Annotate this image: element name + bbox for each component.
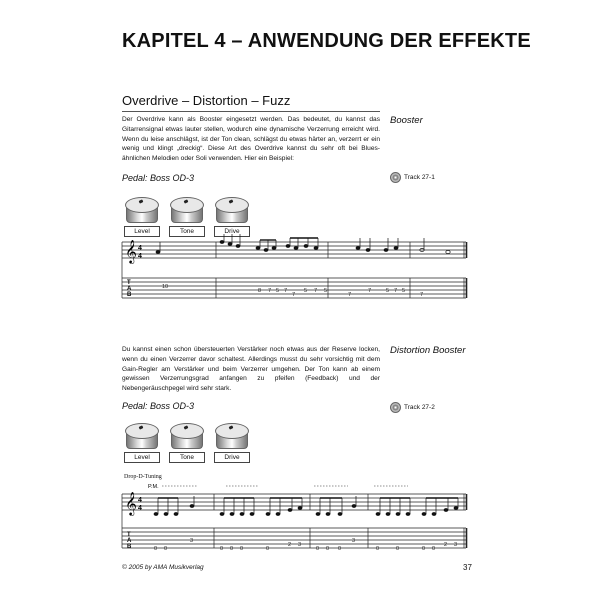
track-label: Track 27-1 — [404, 174, 435, 181]
svg-text:0: 0 — [154, 546, 158, 552]
palm-mute-label: P.M. — [148, 484, 159, 490]
svg-text:7: 7 — [420, 292, 424, 298]
svg-text:7: 7 — [394, 288, 398, 294]
tab-letter: B — [127, 292, 132, 298]
tab-letter: A — [127, 538, 132, 544]
svg-text:2: 2 — [288, 542, 292, 548]
knob-drive — [214, 423, 250, 463]
time-sig-top: 4 — [138, 245, 142, 252]
track-27-2[interactable] — [390, 402, 435, 413]
track-27-1[interactable] — [390, 172, 435, 183]
tab-letter: T — [127, 280, 131, 286]
knob-panel-2 — [124, 423, 250, 463]
svg-text:5: 5 — [304, 288, 308, 294]
knob-label: Level — [124, 226, 160, 237]
svg-text:5: 5 — [324, 288, 328, 294]
svg-text:5: 5 — [402, 288, 406, 294]
time-sig-bottom: 4 — [138, 505, 142, 512]
svg-text:7: 7 — [284, 288, 288, 294]
section-title: Overdrive – Distortion – Fuzz — [122, 93, 291, 108]
copyright-footer: © 2005 by AMA Musikverlag — [122, 564, 204, 571]
svg-text:7: 7 — [368, 288, 372, 294]
svg-text:5: 5 — [386, 288, 390, 294]
svg-text:3: 3 — [352, 538, 356, 544]
svg-text:3: 3 — [298, 542, 302, 548]
svg-text:0: 0 — [326, 546, 330, 552]
svg-text:0: 0 — [164, 546, 168, 552]
knob-tone — [169, 423, 205, 463]
notation-example-1 — [118, 232, 470, 308]
svg-text:0: 0 — [422, 546, 426, 552]
notes-1 — [156, 234, 450, 254]
side-label-booster: Booster — [390, 115, 423, 126]
tuning-label: Drop-D-Tuning — [124, 474, 162, 480]
knob-icon — [170, 197, 204, 213]
svg-text:0: 0 — [230, 546, 234, 552]
section-divider — [122, 111, 380, 112]
treble-clef-icon: 𝄞 — [125, 241, 137, 263]
tab-letter: A — [127, 286, 132, 292]
pedal-label-2: Pedal: Boss OD-3 — [122, 401, 195, 411]
svg-text:3: 3 — [454, 542, 458, 548]
svg-text:7: 7 — [292, 292, 296, 298]
knob-icon — [125, 197, 159, 213]
svg-text:0: 0 — [396, 546, 400, 552]
knob-tone — [169, 197, 205, 237]
knob-label: Drive — [214, 452, 250, 463]
chapter-title: KAPITEL 4 – ANWENDUNG DER EFFEKTE — [122, 30, 531, 52]
svg-text:5: 5 — [276, 288, 280, 294]
svg-text:0: 0 — [316, 546, 320, 552]
svg-text:0: 0 — [338, 546, 342, 552]
svg-text:0: 0 — [376, 546, 380, 552]
cd-icon — [390, 402, 401, 413]
knob-drive — [214, 197, 250, 237]
knob-icon — [125, 423, 159, 439]
time-sig-top: 4 — [138, 497, 142, 504]
svg-text:8: 8 — [258, 288, 262, 294]
track-label: Track 27-2 — [404, 404, 435, 411]
svg-text:7: 7 — [314, 288, 318, 294]
treble-clef-icon: 𝄞 — [125, 493, 137, 515]
knob-icon — [170, 423, 204, 439]
knob-label: Tone — [169, 226, 205, 237]
knob-icon — [215, 423, 249, 439]
svg-text:3: 3 — [190, 538, 194, 544]
svg-text:2: 2 — [444, 542, 448, 548]
svg-text:0: 0 — [220, 546, 224, 552]
notation-example-2 — [118, 480, 470, 560]
booster-paragraph: Der Overdrive kann als Booster eingesetzt werden. Das bedeutet, du kannst das Gitarrensignal etwas lauter stellen, wodurch eine dynamische Verzerrung erreicht wird. Wenn du leise anschlägst, ist der Ton clean, schlägst du etwas härter an, verzerrt er ein wenig und klingt „dreckig“. Diese Art des Overdrive kannst du sehr oft bei Blues-ähnlichen Melodien oder Soli verwenden. Hier ein Beispiel: — [122, 116, 380, 163]
knob-icon — [215, 197, 249, 213]
knob-label: Tone — [169, 452, 205, 463]
svg-text:7: 7 — [348, 292, 352, 298]
svg-text:10: 10 — [162, 284, 169, 290]
distortion-paragraph: Du kannst einen schon übersteuerten Verstärker noch etwas aus der Reserve locken, wenn du einen Verzerrer davor schaltest. Allerdings musst du sehr vorsichtig mit dem Gain-Regler am Verstärker und beim Verzerrer umgehen. Der Ton kann ab einem gewissen Verzerrungsgrad anfangen zu pfeifen (Feedback) und der Nebengeräuschpegel wird sehr stark. — [122, 346, 380, 393]
knob-label: Drive — [214, 226, 250, 237]
svg-text:0: 0 — [266, 546, 270, 552]
cd-icon — [390, 172, 401, 183]
knob-panel-1 — [124, 197, 250, 237]
knob-level — [124, 423, 160, 463]
tab-letter: B — [127, 544, 132, 550]
svg-text:7: 7 — [268, 288, 272, 294]
knob-level — [124, 197, 160, 237]
time-sig-bottom: 4 — [138, 253, 142, 260]
svg-text:0: 0 — [240, 546, 244, 552]
pedal-label-1: Pedal: Boss OD-3 — [122, 173, 195, 183]
svg-text:0: 0 — [432, 546, 436, 552]
tab-letter: T — [127, 532, 131, 538]
page-number: 37 — [463, 563, 472, 572]
side-label-distortion-booster: Distortion Booster — [390, 345, 466, 356]
knob-label: Level — [124, 452, 160, 463]
